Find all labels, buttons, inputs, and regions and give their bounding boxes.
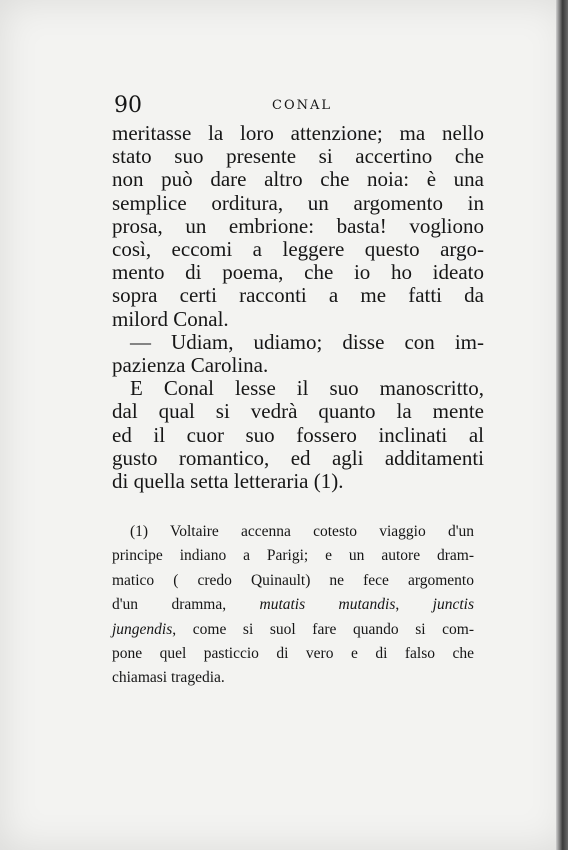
text-line: non può dare altro che noia: è una [112, 167, 484, 192]
latin-phrase: mutatis mutandis [259, 596, 396, 614]
footnote-line: matico ( credo Quinault) ne fece argomento [112, 571, 474, 589]
text-line: ed il cuor suo fossero inclinati al [112, 422, 484, 447]
latin-phrase: junctis [432, 596, 475, 614]
text-line: sopra certi racconti a me fatti da [112, 283, 484, 308]
footnote-text: , [395, 596, 433, 614]
page-header [114, 92, 350, 120]
footnote-text: d'un dramma, [112, 596, 260, 614]
text-line: mento di poema, che io ho ideato [112, 260, 484, 285]
book-spine-shadow [556, 0, 568, 850]
footnote-line: chiamasi tragedia. [112, 669, 225, 687]
text-line: così, eccomi a leggere questo argo- [112, 237, 484, 262]
main-text [112, 122, 484, 493]
text-line: prosa, un embrione: basta! vogliono [112, 213, 484, 238]
text-line: stato suo presente si accertino che [112, 144, 484, 169]
text-line: di quella setta letteraria (1). [112, 469, 344, 494]
text-line: E Conal lesse il suo manoscritto, [130, 376, 484, 401]
text-line: pazienza Carolina. [112, 353, 269, 378]
footnote [112, 520, 474, 691]
text-line: milord Conal. [112, 306, 229, 331]
text-line: semplice orditura, un argomento in [112, 190, 484, 215]
latin-phrase: jungendis [112, 620, 173, 638]
running-head: CONAL [272, 98, 333, 113]
footnote-line [112, 593, 474, 617]
page-number: 90 [114, 93, 142, 118]
footnote-line: pone quel pasticcio di vero e di falso che [112, 645, 474, 663]
text-line: dal qual si vedrà quanto la mente [112, 399, 484, 424]
text-line: — Udiam, udiamo; disse con im- [130, 329, 484, 354]
text-line: meritasse la loro attenzione; ma nello [112, 121, 484, 145]
footnote-line: principe indiano a Parigi; e un autore dram- [112, 547, 474, 565]
footnote-line: (1) Voltaire accenna cotesto viaggio d'un [130, 523, 474, 540]
footnote-text: , come si suol fare quando si com- [172, 620, 474, 638]
footnote-line [112, 618, 474, 642]
text-line: gusto romantico, ed agli additamenti [112, 445, 484, 470]
